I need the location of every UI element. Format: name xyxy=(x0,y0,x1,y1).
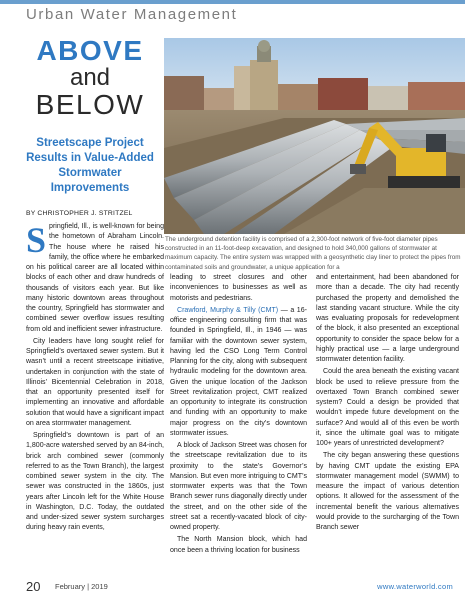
drop-cap: S xyxy=(26,220,47,260)
paragraph: leading to street closures and other inconveniences to businesses as well as motorists and pedestrians. xyxy=(170,274,307,302)
issue-date: February | 2019 xyxy=(55,582,108,591)
paragraph: City leaders have long sought relief for Springfield’s overtaxed sewer system. But it wasn’t until a recent streetscape initiative, undertaken in conjunction with the state of Illinois’ Bicentennial Celebration in 2018, that an opportunity presented itself for implementing an innovative and affordable solution that would have a significant impact on area stormwater management. xyxy=(26,337,164,427)
headline-line-1: ABOVE xyxy=(36,35,144,66)
headline-line-3: BELOW xyxy=(35,89,145,120)
paragraph: The North Mansion block, which had once been a thriving location for business xyxy=(170,536,307,554)
article-photo xyxy=(164,38,465,234)
paragraph: The city began answering these questions by having CMT update the existing EPA stormwater management model (SWMM) to measure the impact of various detention options. It allowed for the assessment of the incremental benefit the various alternatives would provide to the surcharging of the Town Branch sewer xyxy=(316,452,459,531)
photo-caption: The underground detention facility is comprised of a 2,300-foot network of five-foot diameter pipes constructed in an 11-foot-deep excavation, and designed to hold 340,000 gallons of stormwater at maximum capacity. The entire system was wrapped with a geosynthetic clay liner to protect the pipes from contaminated soils and groundwater, a unique application for a xyxy=(165,236,461,271)
cmt-link[interactable]: Crawford, Murphy & Tilly (CMT) xyxy=(177,306,279,314)
article-column-1 xyxy=(26,222,164,536)
page-number: 20 xyxy=(26,579,41,594)
paragraph: and entertainment, had been abandoned for more than a decade. The city had recently purchased the property and demolished the last standing vacant structure. While the city was evaluating proposals for redevelopment of the block, it also presented an exceptional opportunity to consider the space below for a highly practical use — a large underground stormwater detention facility. xyxy=(316,274,459,363)
paragraph: Could the area beneath the existing vacant block be used to relieve pressure from the overtaxed Town Branch combined sewer system? Could a design be provided that wouldn’t impede future development on the surface? And would all of this even be worth it, since the ultimate goal was to mitigate 100+ years of unrestricted development? xyxy=(316,368,459,447)
byline: BY CHRISTOPHER J. STRITZEL xyxy=(26,210,133,217)
article-column-2 xyxy=(170,273,307,558)
section-title: Urban Water Management xyxy=(26,6,238,23)
article-column-3 xyxy=(316,273,459,535)
paragraph: Crawford, Murphy & Tilly (CMT) — a 16-office engineering consulting firm that was founded in Springfield, Ill., in 1946 — was familiar with the downtown sewer system, having led the CSO Long Term Control Planning for the city, along with subsequent hydraulic modeling for the downtown area. Given the unique location of the Jackson Street revitalization project, CMT realized an opportunity to integrate its construction and funding with an opportunity to make major progress on the city’s downtown stormwater issues. xyxy=(170,306,307,437)
paragraph: A block of Jackson Street was chosen for the streetscape revitalization due to its proximity to the state’s Governor’s Mansion. But even more intriguing to CMT’s stormwater experts was that the Town Branch sewer runs diagonally directly under the street, and on the other side of the street sat a recently-vacated block of city-owned property. xyxy=(170,442,307,531)
construction-photo-illustration xyxy=(164,38,465,234)
header-rule xyxy=(0,0,465,4)
headline xyxy=(26,36,154,120)
deck-subtitle: Streetscape Project Results in Value-Added Stormwater Improvements xyxy=(26,137,154,194)
paragraph: Springfield, Ill., is well-known for being the hometown of Abraham Lincoln. The house where he raised his family, the office where he embarked on his political career are all located within blocks of each other and draw hundreds of thousands of visitors each year. But like many historic downtown areas throughout the country, Springfield has stormwater and combined sewer overflow issues resulting from old and inefficient sewer infrastructure. xyxy=(26,220,164,333)
paragraph: Springfield’s downtown is part of an 1,800-acre watershed served by an 84-inch, brick arch combined sewer (commonly referred to as the Town Branch), the largest combined sewer system in the city. The sewer was constructed in the 1860s, just years after Lincoln left for the White House in Washington, D.C. Today, the outdated and under-sized sewer system surcharges during heavy rain events, xyxy=(26,432,164,532)
headline-line-2: and xyxy=(69,64,111,91)
website-link[interactable]: www.waterworld.com xyxy=(377,582,453,591)
